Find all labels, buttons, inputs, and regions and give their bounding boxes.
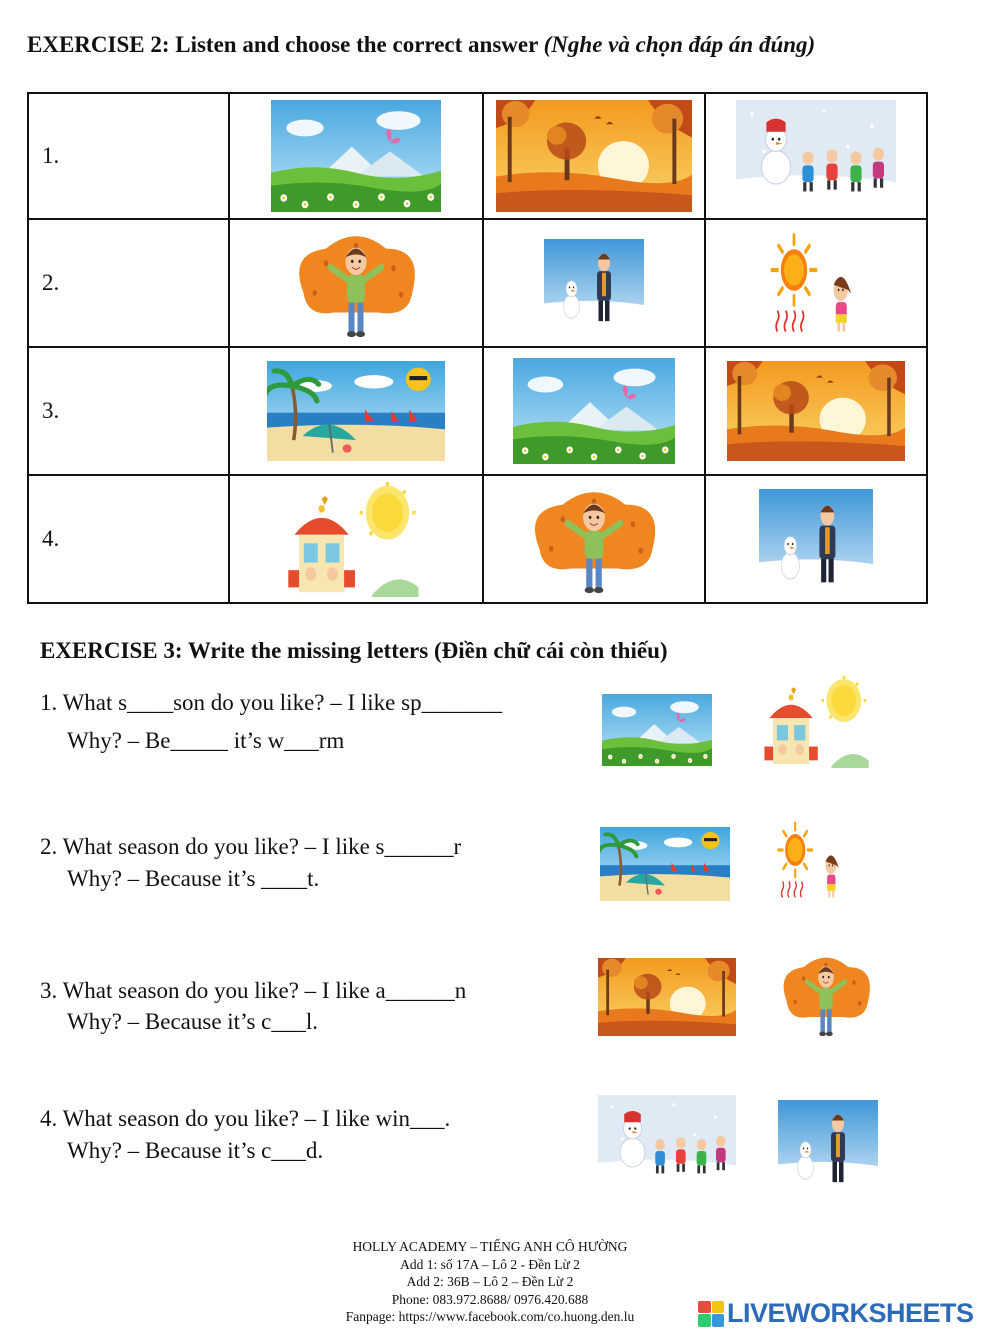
summer-beach-picture — [600, 827, 730, 901]
summer-hot-picture — [761, 231, 871, 335]
answer-cell[interactable] — [229, 475, 483, 603]
row-number: 4. — [28, 475, 229, 603]
question-4-line2: Why? – Because it’s c___d. — [67, 1138, 324, 1163]
answer-cell[interactable] — [229, 219, 483, 347]
spring-picture — [513, 358, 675, 464]
autumn-picture — [727, 361, 905, 461]
answer-cell[interactable] — [483, 219, 705, 347]
spring-house-picture — [757, 676, 881, 768]
answer-cell[interactable] — [229, 347, 483, 475]
answer-cell[interactable] — [705, 219, 927, 347]
spring-picture — [602, 694, 712, 766]
answer-cell[interactable] — [705, 93, 927, 219]
summer-beach-picture — [267, 361, 445, 461]
winter-kids-picture — [736, 100, 896, 212]
liveworksheets-logo-icon — [698, 1301, 724, 1327]
autumn-picture — [598, 958, 736, 1036]
exercise2-table — [27, 92, 928, 604]
exercise3-title: EXERCISE 3: Write the missing letters (Điền chữ cái còn thiếu) — [40, 638, 668, 663]
liveworksheets-text: LIVEWORKSHEETS — [727, 1298, 974, 1328]
winter-boy-picture — [544, 239, 644, 327]
autumn-boy-picture — [516, 480, 672, 598]
question-4-line1: 4. What season do you like? – I like win___. — [40, 1106, 451, 1131]
winter-kids-picture — [598, 1095, 736, 1191]
answer-cell[interactable] — [229, 93, 483, 219]
answer-cell[interactable] — [705, 347, 927, 475]
footer-phone: Phone: 083.972.8688/ 0976.420.688 — [391, 1291, 589, 1307]
answer-cell[interactable] — [483, 475, 705, 603]
table-row — [28, 475, 927, 603]
table-row — [28, 219, 927, 347]
answer-cell[interactable] — [483, 93, 705, 219]
exercise2-title — [27, 32, 815, 58]
spring-picture — [271, 100, 441, 212]
question-3-line2: Why? – Because it’s c___l. — [67, 1009, 319, 1034]
autumn-picture — [496, 100, 692, 212]
winter-boy-picture — [759, 489, 873, 589]
question-3-line1: 3. What season do you like? – I like a______n — [40, 978, 467, 1003]
exercise2-title-text: EXERCISE 2: Listen and choose the correct answer — [27, 32, 538, 57]
liveworksheets-logo — [698, 1298, 974, 1329]
spring-house-picture — [279, 482, 434, 597]
footer-address-1: Add 1: số 17A – Lô 2 - Đền Lừ 2 — [400, 1256, 580, 1272]
question-2-line1: 2. What season do you like? – I like s______r — [40, 834, 462, 859]
table-row — [28, 347, 927, 475]
answer-cell[interactable] — [705, 475, 927, 603]
question-1-line1: 1. What s____son do you like? – I like sp_______ — [40, 690, 503, 715]
question-1-line2: Why? – Be_____ it’s w___rm — [67, 728, 345, 753]
row-number: 3. — [28, 347, 229, 475]
answer-cell[interactable] — [483, 347, 705, 475]
winter-boy-picture — [778, 1100, 878, 1188]
footer-school: HOLLY ACADEMY – TIẾNG ANH CÔ HƯỜNG — [352, 1239, 628, 1254]
table-row — [28, 93, 927, 219]
row-number: 1. — [28, 93, 229, 219]
summer-hot-picture — [770, 820, 854, 900]
row-number: 2. — [28, 219, 229, 347]
autumn-boy-picture — [281, 224, 431, 342]
autumn-boy-picture — [770, 948, 882, 1040]
footer-address-2: Add 2: 36B – Lô 2 – Đền Lừ 2 — [406, 1274, 574, 1289]
footer-fanpage: Fanpage: https://www.facebook.com/co.huong.den.lu — [345, 1309, 635, 1324]
exercise2-title-translation: (Nghe và chọn đáp án đúng) — [543, 32, 816, 57]
question-2-line2: Why? – Because it’s ____t. — [67, 866, 320, 891]
